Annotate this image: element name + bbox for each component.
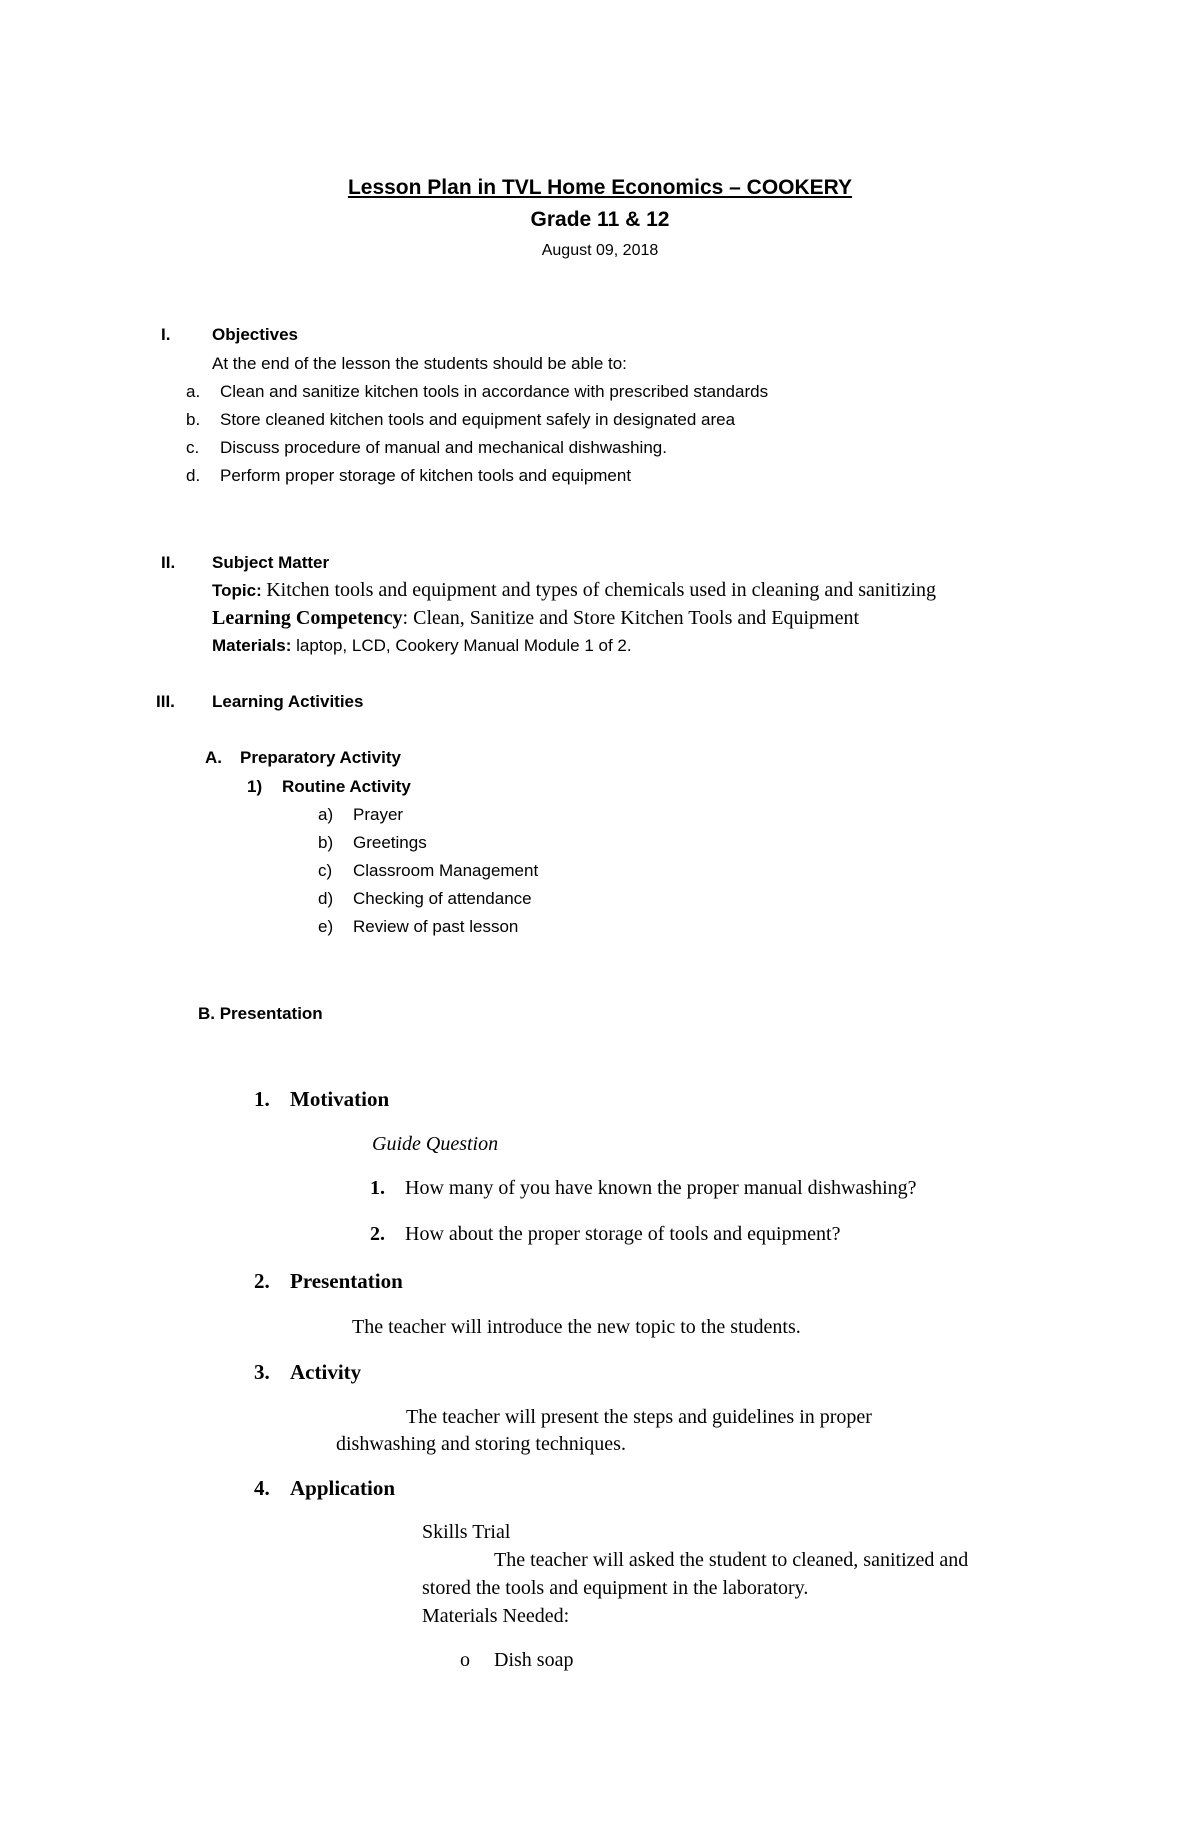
bullet-icon: o xyxy=(460,1649,470,1671)
objectives-heading: Objectives xyxy=(212,325,298,344)
step-number: 3. xyxy=(254,1360,270,1384)
topic-label: Topic: xyxy=(212,581,262,600)
guide-question: How many of you have known the proper manual dishwashing? xyxy=(405,1177,917,1199)
section-number: III. xyxy=(156,692,175,711)
question-number: 1. xyxy=(370,1177,385,1199)
section-number: I. xyxy=(161,325,171,344)
list-item-letter: c. xyxy=(186,438,200,457)
list-item-letter: a. xyxy=(186,382,201,401)
topic-line xyxy=(212,579,936,602)
competency-label: Learning Competency xyxy=(212,607,403,629)
list-item-letter: b. xyxy=(186,410,201,429)
lesson-date: August 09, 2018 xyxy=(541,242,659,259)
materials-text: laptop, LCD, Cookery Manual Module 1 of 2. xyxy=(296,636,632,655)
presentation-heading: Presentation xyxy=(290,1269,403,1293)
page-title: Lesson Plan in TVL Home Economics – COOKERY xyxy=(347,176,853,199)
materials-needed-label: Materials Needed: xyxy=(422,1605,570,1627)
preparatory-heading: Preparatory Activity xyxy=(240,748,401,767)
activity-text-line1: The teacher will present the steps and guidelines in proper xyxy=(406,1406,872,1428)
subject-matter-heading: Subject Matter xyxy=(212,553,330,572)
list-item: Discuss procedure of manual and mechanical dishwashing. xyxy=(220,438,667,457)
learning-activities-heading: Learning Activities xyxy=(212,692,364,711)
list-item: Perform proper storage of kitchen tools and equipment xyxy=(220,466,632,485)
skills-trial-label: Skills Trial xyxy=(422,1521,511,1543)
question-number: 2. xyxy=(370,1223,385,1245)
activity-text-line2: dishwashing and storing techniques. xyxy=(336,1433,626,1455)
application-text-line1: The teacher will asked the student to cleaned, sanitized and xyxy=(494,1549,969,1571)
list-item-letter: d) xyxy=(318,889,334,908)
step-number: 2. xyxy=(254,1269,270,1293)
list-item-letter: b) xyxy=(318,833,334,852)
application-heading: Application xyxy=(290,1476,396,1500)
routine-number: 1) xyxy=(247,777,263,796)
list-item: Classroom Management xyxy=(353,861,539,880)
list-item-letter: a) xyxy=(318,805,334,824)
list-item: Prayer xyxy=(353,805,404,824)
competency-text: : Clean, Sanitize and Store Kitchen Tools and Equipment xyxy=(402,607,860,629)
list-item: Greetings xyxy=(353,833,427,852)
objectives-intro: At the end of the lesson the students should be able to: xyxy=(212,354,627,373)
list-item: Clean and sanitize kitchen tools in accordance with prescribed standards xyxy=(220,382,769,401)
subsection-letter: A. xyxy=(205,748,222,767)
grade-level: Grade 11 & 12 xyxy=(530,208,670,231)
step-number: 4. xyxy=(254,1476,270,1500)
section-number: II. xyxy=(161,553,176,572)
guide-question-label: Guide Question xyxy=(372,1133,499,1155)
list-item: Store cleaned kitchen tools and equipment safely in designated area xyxy=(220,410,736,429)
list-item: Review of past lesson xyxy=(353,917,519,936)
routine-heading: Routine Activity xyxy=(282,777,411,796)
presentation-section-heading: B. Presentation xyxy=(198,1004,323,1023)
application-text-line2: stored the tools and equipment in the laboratory. xyxy=(422,1577,809,1599)
materials-label: Materials: xyxy=(212,636,292,655)
list-item-letter: d. xyxy=(186,466,201,485)
topic-text: Kitchen tools and equipment and types of chemicals used in cleaning and sanitizing xyxy=(266,579,937,601)
activity-heading: Activity xyxy=(290,1360,362,1384)
material-item: Dish soap xyxy=(494,1649,574,1671)
list-item: Checking of attendance xyxy=(353,889,532,908)
list-item-letter: e) xyxy=(318,917,334,936)
list-item-letter: c) xyxy=(318,861,333,880)
motivation-heading: Motivation xyxy=(290,1087,390,1111)
guide-question: How about the proper storage of tools and equipment? xyxy=(405,1223,841,1245)
materials-line xyxy=(212,636,632,656)
step-number: 1. xyxy=(254,1087,270,1111)
competency-line xyxy=(212,607,859,630)
presentation-text: The teacher will introduce the new topic to the students. xyxy=(352,1316,801,1338)
